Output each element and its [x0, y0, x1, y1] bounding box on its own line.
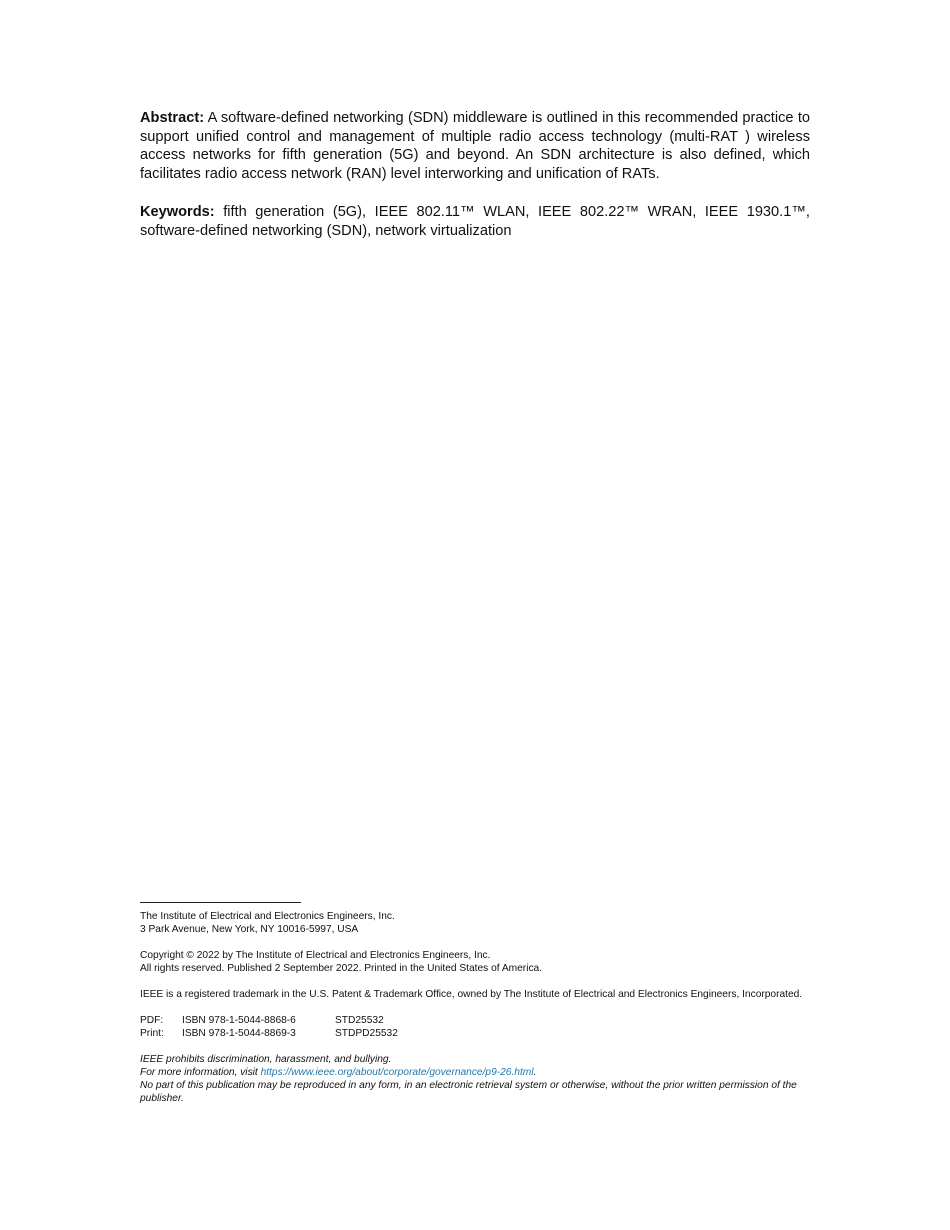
more-info-line [140, 1066, 820, 1079]
keywords-paragraph [140, 203, 810, 240]
abstract-text: A software-defined networking (SDN) middleware is outlined in this recommended practice to support unified control and management of multiple radio access technology (multi-RAT ) wireless access networks for fifth generation (5G) and beyond. An SDN architecture is also defined, which facilitates radio access network (RAN) level interworking and unification of RATs. [140, 110, 811, 182]
isbn-format: Print: [140, 1028, 164, 1039]
rights-line: All rights reserved. Published 2 September 2022. Printed in the United States of America. [140, 963, 543, 974]
isbn-number: ISBN 978-1-5044-8869-3 [182, 1028, 296, 1039]
more-info-prefix: For more information, visit [140, 1067, 261, 1078]
keywords-label: Keywords: [140, 204, 215, 220]
isbn-table [140, 1014, 398, 1040]
trademark-line: IEEE is a registered trademark in the U.S. Patent & Trademark Office, owned by The Institute of Electrical and Electronics Engineers, Incorporated. [140, 989, 803, 1000]
policy-line: IEEE prohibits discrimination, harassment, and bullying. [140, 1054, 392, 1065]
reproduction-notice: No part of this publication may be reproduced in any form, in an electronic retrieval system or otherwise, without the prior written permission of the publisher. [140, 1080, 797, 1104]
abstract-paragraph [140, 109, 810, 183]
isbn-row-pdf [140, 1014, 398, 1027]
more-info-suffix: . [533, 1067, 537, 1078]
isbn-format: PDF: [140, 1015, 164, 1026]
footer-divider [140, 902, 301, 903]
publication-footer [140, 902, 820, 1105]
isbn-row-print [140, 1027, 398, 1040]
copyright-line: Copyright © 2022 by The Institute of Electrical and Electronics Engineers, Inc. [140, 950, 491, 961]
publisher-address: 3 Park Avenue, New York, NY 10016-5997, USA [140, 924, 359, 935]
trademark-block [140, 988, 820, 1001]
isbn-number: ISBN 978-1-5044-8868-6 [182, 1015, 296, 1026]
governance-link[interactable]: https://www.ieee.org/about/corporate/governance/p9-26.html [260, 1067, 534, 1078]
isbn-code: STDPD25532 [335, 1028, 398, 1039]
publisher-block [140, 910, 820, 936]
copyright-block [140, 949, 820, 975]
isbn-code: STD25532 [335, 1015, 384, 1026]
policy-block [140, 1053, 820, 1105]
keywords-text: fifth generation (5G), IEEE 802.11™ WLAN, IEEE 802.22™ WRAN, IEEE 1930.1™, software-defined networking (SDN), network virtualization [140, 204, 810, 239]
publisher-name: The Institute of Electrical and Electronics Engineers, Inc. [140, 911, 395, 922]
abstract-label: Abstract: [140, 110, 205, 126]
